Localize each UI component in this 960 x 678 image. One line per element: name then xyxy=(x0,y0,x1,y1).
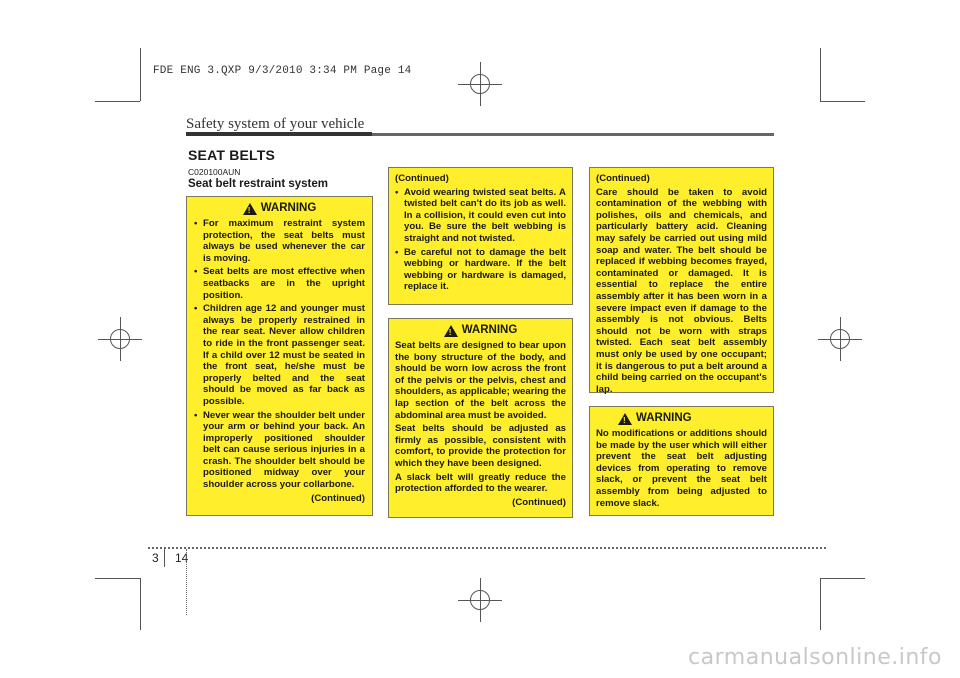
page-divider xyxy=(164,549,165,567)
section-title: SEAT BELTS xyxy=(188,147,276,163)
list-item: • Seat belts are most effective when seatbacks are in the upright position. xyxy=(194,266,365,301)
warning-paragraph: A slack belt will greatly reduce the protection afforded to the wearer. xyxy=(395,471,566,495)
crop-mark xyxy=(95,101,140,102)
continued-label: (Continued) xyxy=(512,496,566,508)
warning-label: WARNING xyxy=(260,202,317,215)
footer-vertical-dots xyxy=(186,549,187,615)
crop-mark xyxy=(140,578,141,630)
registration-mark-icon xyxy=(458,578,502,622)
warning-header xyxy=(194,203,365,215)
list-item: • Never wear the shoulder belt under your arm or behind your back. An improperly positioned shoulder belt can cause serious injuries in a crash. The shoulder belt should be positioned midway over your shoulder across your collarbone. xyxy=(194,410,365,491)
section-subtitle: Seat belt restraint system xyxy=(188,178,328,190)
crop-mark xyxy=(820,578,821,630)
footer-rule xyxy=(148,547,826,549)
continued-label: (Continued) xyxy=(311,492,365,504)
warning-header xyxy=(395,325,566,337)
continued-label: (Continued) xyxy=(395,173,449,184)
warning-list xyxy=(194,218,365,491)
warning-paragraph: Seat belts are designed to bear upon the bony structure of the body, and should be worn low across the front of the pelvis or the pelvis, chest and shoulders, as applicable; wearing the lap section of the belt across the abdominal area must be avoided. xyxy=(395,340,566,421)
warning-triangle-icon xyxy=(444,325,458,337)
warning-list xyxy=(395,187,566,293)
list-item: • Be careful not to damage the belt webbing or hardware. If the belt webbing or hardware is damaged, replace it. xyxy=(395,247,566,293)
registration-mark-icon xyxy=(458,62,502,106)
page-number: 14 xyxy=(175,551,189,565)
warning-box-continued xyxy=(388,167,573,305)
warning-box-modifications xyxy=(589,406,774,516)
crop-mark xyxy=(95,578,140,579)
crop-mark xyxy=(820,48,821,101)
warning-paragraph: No modifications or additions should be made by the user which will either prevent the seat belt adjusting devices from operating to remove slack, or prevent the seat belt assembly from being adjusted to remove slack. xyxy=(596,428,767,509)
warning-paragraph: Seat belts should be adjusted as firmly as possible, consistent with comfort, to provide the protection for which they have been designed. xyxy=(395,423,566,469)
crop-mark xyxy=(140,48,141,101)
warning-triangle-icon xyxy=(243,203,257,215)
warning-paragraph: Care should be taken to avoid contamination of the webbing with polishes, oils and chemicals, and particularly battery acid. Cleaning may safely be carried out using mild soap and water. The belt should be replaced if webbing becomes frayed, contaminated or damaged. It is essential to replace the entire assembly after it has been worn in a severe impact even if damage to the assembly is not obvious. Belts should not be worn with straps twisted. Each seat belt assembly must only be used by one occupant; it is dangerous to put a belt around a child being carried on the occupant's lap. xyxy=(596,186,767,395)
warning-header xyxy=(596,413,767,425)
list-item: • For maximum restraint system protection, the seat belts must always be used whenever the car is moving. xyxy=(194,218,365,264)
header-rule-accent xyxy=(186,132,372,136)
print-slug-line: FDE ENG 3.QXP 9/3/2010 3:34 PM Page 14 xyxy=(153,65,412,77)
list-item: • Avoid wearing twisted seat belts. A twisted belt can't do its job as well. In a collision, it could even cut into you. Be sure the belt webbing is straight and not twisted. xyxy=(395,187,566,245)
running-header-title: Safety system of your vehicle xyxy=(186,116,365,132)
warning-box-care xyxy=(589,167,774,393)
chapter-number: 3 xyxy=(152,551,159,565)
warning-box-restraint xyxy=(186,196,373,516)
warning-label: WARNING xyxy=(461,324,518,337)
section-code: C020100AUN xyxy=(188,167,241,177)
registration-mark-icon xyxy=(818,317,862,361)
warning-label: WARNING xyxy=(636,412,692,425)
warning-triangle-icon xyxy=(618,413,632,425)
crop-mark xyxy=(820,101,865,102)
registration-mark-icon xyxy=(98,317,142,361)
watermark: carmanualsonline.info xyxy=(688,645,942,670)
list-item: • Children age 12 and younger must always be properly restrained in the rear seat. Never allow children to ride in the front passenger seat. If a child over 12 must be seated in the front seat, he/she must be properly belted and the seat should be moved as far back as possible. xyxy=(194,303,365,407)
crop-mark xyxy=(820,578,865,579)
warning-box-belt-position xyxy=(388,318,573,518)
continued-label: (Continued) xyxy=(596,173,650,184)
